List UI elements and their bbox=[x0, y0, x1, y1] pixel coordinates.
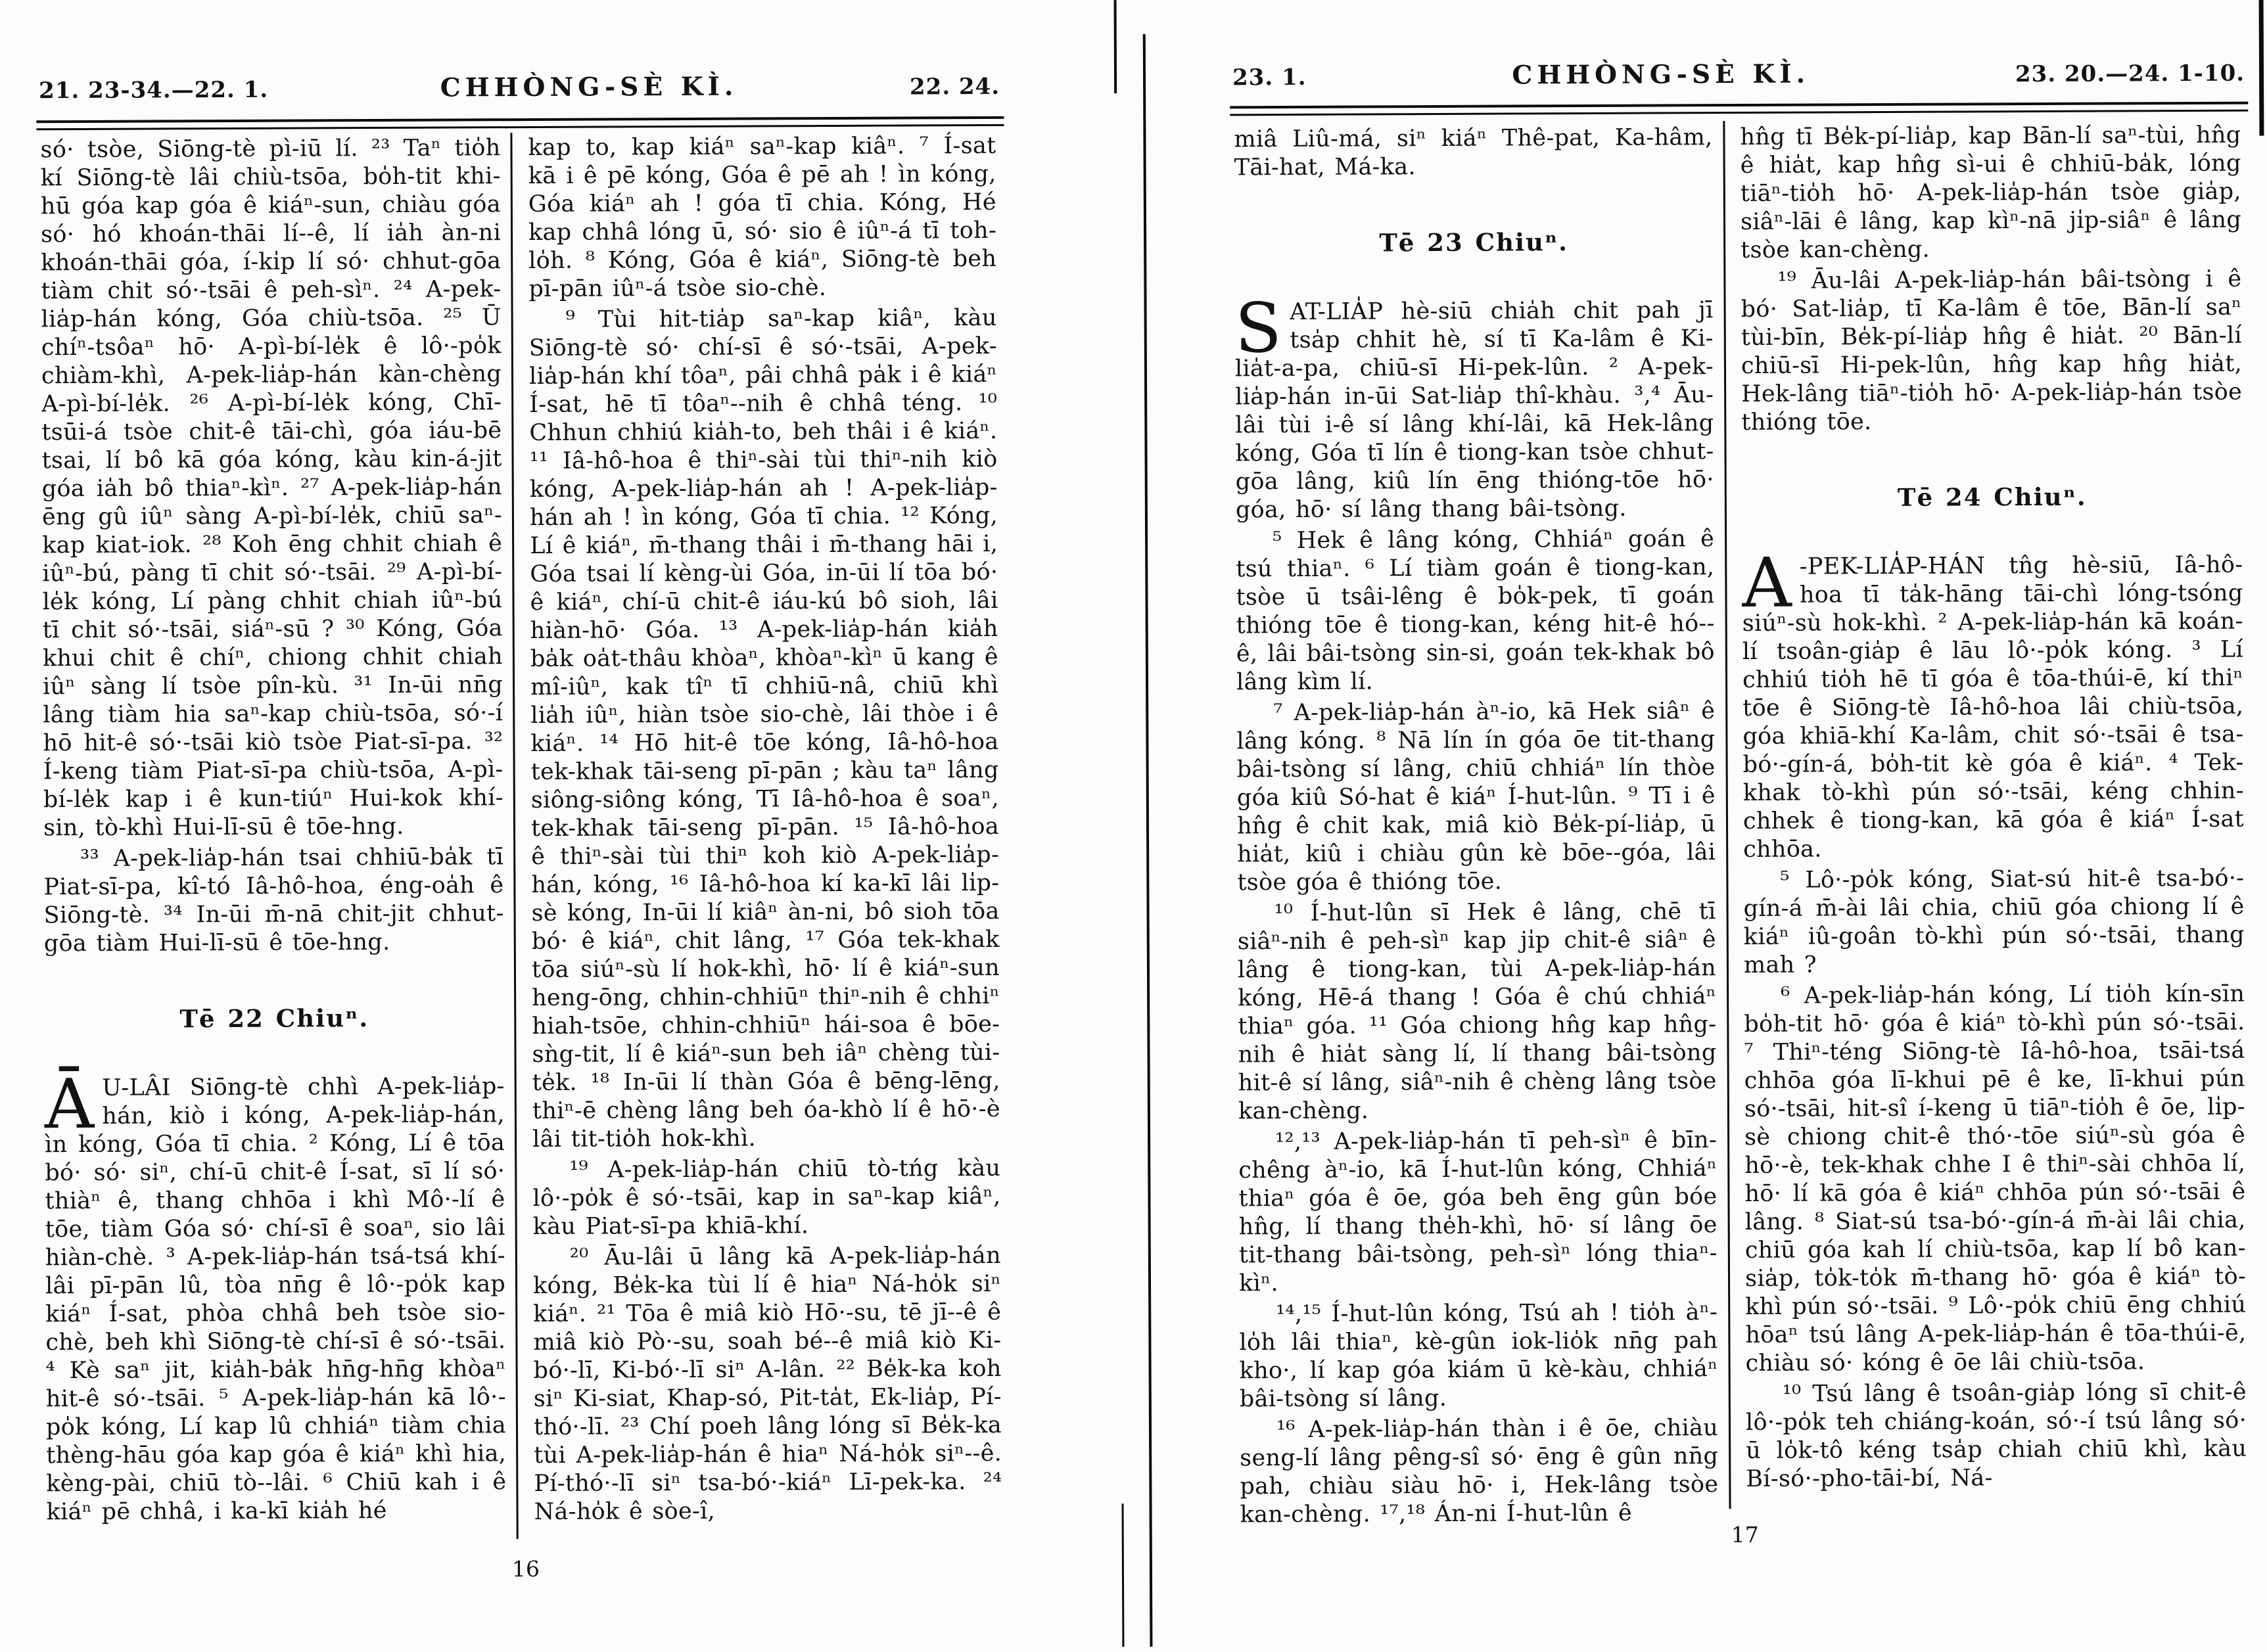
left-page-book-title: CHHÒNG-SÈ KÌ. bbox=[440, 71, 738, 103]
left-page-verse-range-right: 22. 24. bbox=[909, 73, 1000, 101]
verse-paragraph: ¹⁰ Tsú lâng ê tsoân-gia̍p lóng sī chit-ê lô·-po̍k teh chiáng-koán, só·-í tsú lâng só· ū lo̍k-tô kéng tsa̍p chiah chiū khì, kàu Bí-só·-pho-tāi-bí, Ná- bbox=[1745, 1379, 2247, 1492]
verse-paragraph: ⁶ A-pek-lia̍p-hán kóng, Lí tio̍h kín-sīn bo̍h-tit hō· góa ê kiáⁿ tò-khì pún só·-tsāi. ⁷ Thiⁿ-téng Siōng-tè Iâ-hô-hoa, tsāi-tsá chhōa góa lī-khui pē ê ke, lī-khui pún só·-tsāi, hit-sî í-keng ū tiāⁿ-tio̍h ê ōe, li̍p-sè chiong chit-ê thó·-tōe siúⁿ-sù góa ê hō·-è, tek-khak chhe I ê thiⁿ-sài chhōa lí, hō· lí kā góa ê kiáⁿ chhōa pún só·-tsāi ê lâng. ⁸ Siat-sú tsa-bó·-gín-á m̄-ài lâi chia, chiū góa kah lí chiù-tsōa, kap lí bô kan-sia̍p, to̍k-to̍k m̄-thang hō· góa ê kiáⁿ tò-khì pún só·-tsāi. ⁹ Lô·-po̍k chiū ēng chhiú hōaⁿ tsú lâng A-pek-lia̍p-hán ê tōa-thúi-ē, chiàu só· kóng ê ōe lâi chiù-tsōa. bbox=[1744, 980, 2247, 1377]
verse-paragraph: miâ Liû-má, siⁿ kiáⁿ Thê-pat, Ka-hâm, Tāi-hat, Má-ka. bbox=[1234, 124, 1713, 181]
dropcap-paragraph: A -PEK-LIA̍P-HÁN tn̂g hè-siū, Iâ-hô-hoa tī ta̍k-hāng tāi-chì lóng-tsóng siúⁿ-sù hok-khì. ² A-pek-lia̍p-hán kā koán-lí tsoân-gia̍p ê lāu lô·-po̍k kóng. ³ Lí chhiú tio̍h hē tī góa ê tōa-thúi-ē, kí thiⁿ tōe ê Siōng-tè Iâ-hô-hoa lâi chiù-tsōa, góa khiā-khí Ka-lâm, chit só·-tsāi ê tsa-bó·-gín-á, bo̍h-tit kè góa ê kiáⁿ. ⁴ Tek-khak tò-khì pún só·-tsāi, kéng chhin-chhek ê tiong-kan, kā góa ê kiáⁿ Í-sat chhōa. bbox=[1742, 542, 2245, 863]
verse-paragraph: ¹⁰ Í-hut-lûn sī Hek ê lâng, chē tī siâⁿ-nih ê peh-sìⁿ kap ji̍p chit-ê siâⁿ ê lâng ê tiong-kan, tùi A-pek-lia̍p-hán kóng, Hē-á thang ! Góa ê chú chhiáⁿ thiaⁿ góa. ¹¹ Góa chiong hn̂g kap hn̂g-nih ê hia̍t sàng lí, lí thang bâi-tsòng hit-ê sí lâng, siâⁿ-nih ê chèng lâng tsòe kan-chèng. bbox=[1237, 898, 1717, 1125]
dropcap-paragraph: SAT-LIA̍P hè-siū chia̍h chit pah jī tsa̍p chhit hè, sí tī Ka-lâm ê Ki-lia̍t-a-pa, chiū-sī Hi-pek-lûn. ² A-pek-lia̍p-hán in-ūi Sat-lia̍p thî-khàu. ³,⁴ Āu-lâi tùi i-ê sí lâng khí-lâi, kā Hek-lâng kóng, Góa tī lín ê tiong-kan tsòe chhut-gōa lâng, kiû lín ēng thióng-tōe hō· góa, hō· sí lâng thang bâi-tsòng. bbox=[1234, 288, 1714, 524]
chapter-heading: Tē 24 Chiuⁿ. bbox=[1897, 482, 2087, 512]
verse-paragraph: ⁹ Tùi hit-tia̍p saⁿ-kap kiâⁿ, kàu Siōng-tè só· chí-sī ê só·-tsāi, A-pek-lia̍p-hán khí tôaⁿ, pâi chhâ pa̍k i ê kiáⁿ Í-sat, hē tī tôaⁿ--nih ê chhâ téng. ¹⁰ Chhun chhiú kia̍h-to, beh thâi i ê kiáⁿ. ¹¹ Iâ-hô-hoa ê thiⁿ-sài tùi thiⁿ-nih kiò kóng, A-pek-lia̍p-hán ah ! A-pek-lia̍p-hán ah ! ìn kóng, Góa tī chia. ¹² Kóng, Lí ê kiáⁿ, m̄-thang thâi i m̄-thang hāi i, Góa tsai lí kèng-ùi Góa, in-ūi lí tōa bó· ê kiáⁿ, chí-ū chit-ê iáu-kú bô sioh, lâi hiàn-hō· Góa. ¹³ A-pek-lia̍p-hán kia̍h ba̍k oa̍t-thâu khòaⁿ, khòaⁿ-kìⁿ ū kang ê mî-iûⁿ, kak tîⁿ tī chhiū-nâ, chiū khì lia̍h iûⁿ, hiàn tsòe sio-chè, lâi thòe i ê kiáⁿ. ¹⁴ Hō hit-ê tōe kóng, Iâ-hô-hoa tek-khak tāi-seng pī-pān ; kàu taⁿ lâng siông-siông kóng, Tī Iâ-hô-hoa ê soaⁿ, tek-khak tāi-seng pī-pān. ¹⁵ Iâ-hô-hoa ê thiⁿ-sài tùi thiⁿ koh kiò A-pek-lia̍p-hán, kóng, ¹⁶ Iâ-hô-hoa kí ka-kī lâi li̍p-sè kóng, In-ūi lí kiâⁿ àn-ni, bô sioh tōa bó· ê kiáⁿ, chit lâng, ¹⁷ Góa tek-khak tōa siúⁿ-sù lí hok-khì, hō· lí ê kiáⁿ-sun heng-ōng, chhin-chhiūⁿ thiⁿ-nih ê chhiⁿ hiah-tsōe, chhin-chhiūⁿ hái-soa ê bōe-sǹg-tit, lí ê kiáⁿ-sun beh iâⁿ chèng tùi-te̍k. ¹⁸ In-ūi lí thàn Góa ê bēng-lēng, thiⁿ-ē chèng lâng beh óa-khò lí ê hō·-è lâi tit-tio̍h hok-khì. bbox=[528, 304, 1000, 1153]
scan-edge-artifact bbox=[2259, 0, 2264, 136]
right-page-column-2 bbox=[1740, 122, 2247, 1496]
dropcap-paragraph: Ā U-LÂI Siōng-tè chhì A-pek-lia̍p-hán, kiò i kóng, A-pek-lia̍p-hán, ìn kóng, Góa tī chia. ² Kóng, Lí ê tōa bó· só· siⁿ, chí-ū chit-ê Í-sat, sī lí só· thiàⁿ ê, thang chhōa i khì Mô·-lí ê tōe, tiàm Góa só· chí-sī ê soaⁿ, sio lâi hiàn-chè. ³ A-pek-lia̍p-hán tsá-tsá khí-lâi pī-pān lû, tòa nn̄g ê lô·-po̍k kap kiáⁿ Í-sat, phòa chhâ beh tsòe sio-chè, beh khì Siōng-tè chí-sī ê só·-tsāi. ⁴ Kè saⁿ jit, kia̍h-ba̍k hn̄g-hn̄g khòaⁿ hit-ê só·-tsāi. ⁵ A-pek-lia̍p-hán kā lô·-po̍k kóng, Lí kap lû chhiáⁿ tiàm chia thèng-hāu góa kap góa ê kiáⁿ khì hia, kèng-pài, chiū tò--lâi. ⁶ Chiū kah i ê kiáⁿ pē chhâ, i ka-kī kia̍h hé bbox=[44, 1063, 507, 1526]
right-page-verse-range-left: 23. 1. bbox=[1232, 64, 1307, 91]
verse-paragraph: ⁷ A-pek-lia̍p-hán àⁿ-io, kā Hek siâⁿ ê lâng kóng. ⁸ Nā lín ín góa ōe tit-thang bâi-tsòng sí lâng, chiū chhiáⁿ lín thòe góa kiû Só-hat ê kiáⁿ Í-hut-lûn. ⁹ Tī i ê hn̂g ê chit kak, miâ kiò Be̍k-pí-lia̍p, ū hia̍t, kiû i chiàu gûn kè bōe--góa, lâi tsòe góa ê thióng tōe. bbox=[1236, 698, 1716, 896]
spine-line bbox=[1143, 34, 1153, 1647]
verse-paragraph: ¹⁴,¹⁵ Í-hut-lûn kóng, Tsú ah ! tio̍h àⁿ-lo̍h lâi thiaⁿ, kè-gûn iok-lio̍k nn̄g pah kho·, lí kap góa kiám ū kè-kàu, chhiáⁿ bâi-tsòng sí lâng. bbox=[1239, 1299, 1718, 1413]
right-page-column-1 bbox=[1234, 124, 1718, 1532]
verse-paragraph: só· tsòe, Siōng-tè pì-iū lí. ²³ Taⁿ tio̍h kí Siōng-tè lâi chiù-tsōa, bo̍h-tit khi-hū góa kap góa ê kiáⁿ-sun, chiàu góa só· hó khoán-thāi lí--ê, lí ia̍h àn-ni khoán-thāi góa, í-ki̍p lí só· chhut-gōa tiàm chit só·-tsāi ê peh-sìⁿ. ²⁴ A-pek-lia̍p-hán kóng, Góa chiù-tsōa. ²⁵ Ū chíⁿ-tsôaⁿ hō· A-pì-bí-le̍k ê lô·-po̍k chiàm-khì, A-pek-lia̍p-hán kàn-chèng A-pì-bí-le̍k. ²⁶ A-pì-bí-le̍k kóng, Chī-tsūi-á tsòe chit-ê tāi-chì, góa iáu-bē tsai, lí bô kā góa kóng, kàu kin-á-jit góa ia̍h bô thiaⁿ-kìⁿ. ²⁷ A-pek-lia̍p-hán ēng gû iûⁿ sàng A-pì-bí-le̍k, chiū saⁿ-kap kiat-iok. ²⁸ Koh ēng chhit chiah ê iûⁿ-bú, pàng tī chit só·-tsāi. ²⁹ A-pì-bí-le̍k kóng, Lí pàng chhit chiah iûⁿ-bú tī chit só·-tsāi, siáⁿ-sū ? ³⁰ Kóng, Góa khui chit ê chíⁿ, chiong chhit chiah iûⁿ sàng lí tsòe pîn-kù. ³¹ In-ūi nn̄g lâng tiàm hia saⁿ-kap chiù-tsōa, só·-í hō hit-ê só·-tsāi kiò tsòe Piat-sī-pa. ³² Í-keng tiàm Piat-sī-pa chiù-tsōa, A-pì-bí-le̍k kap i ê kun-tiúⁿ Hui-kok khí-sin, tò-khì Hui-lī-sū ê tōe-hng. bbox=[40, 135, 503, 842]
chapter-heading: Tē 22 Chiuⁿ. bbox=[179, 1003, 369, 1034]
left-page-verse-range-left: 21. 23-34.—22. 1. bbox=[39, 76, 269, 104]
left-page-column-1 bbox=[40, 134, 506, 1529]
verse-paragraph: ⁵ Lô·-po̍k kóng, Siat-sú hit-ê tsa-bó·-gín-á m̄-ài lâi chia, chiū góa chiong lí ê kiáⁿ iû-goân tò-khì pún só·-tsāi, thang mah ? bbox=[1743, 865, 2245, 978]
right-page-column-divider bbox=[1723, 121, 1731, 1509]
dropcap-initial: A bbox=[1742, 542, 1792, 623]
left-page-header bbox=[39, 70, 1000, 104]
left-page-column-divider bbox=[510, 133, 518, 1539]
verse-paragraph: hn̂g tī Be̍k-pí-lia̍p, kap Bān-lí saⁿ-tùi, hn̂g ê hia̍t, kap hn̂g sì-ui ê chhiū-ba̍k, lóng tiāⁿ-tio̍h hō· A-pek-lia̍p-hán tsòe gia̍p, siâⁿ-lāi ê lâng, kap kìⁿ-nā ji̍p-siâⁿ ê lâng tsòe kan-chèng. bbox=[1740, 122, 2242, 264]
verse-paragraph: ⁵ Hek ê lâng kóng, Chhiáⁿ goán ê tsú thiaⁿ. ⁶ Lí tiàm goán ê tiong-kan, tsòe ū tsâi-lêng ê bo̍k-pek, tī goán thióng tōe ê tiong-kan, kéng hit-ê hó--ê, lâi bâi-tsòng sin-si, goán tek-khak bô lâng kìm lí. bbox=[1236, 526, 1715, 696]
verse-paragraph: kap to, kap kiáⁿ saⁿ-kap kiâⁿ. ⁷ Í-sat kā i ê pē kóng, Góa ê pē ah ! ìn kóng, Góa kiáⁿ ah ! góa tī chia. Kóng, Hé kap chhâ lóng ū, só· sio ê iûⁿ-á tī toh-lo̍h. ⁸ Kóng, Góa ê kiáⁿ, Siōng-tè beh pī-pān iûⁿ-á tsòe sio-chè. bbox=[528, 132, 997, 303]
verse-paragraph: ¹⁹ A-pek-lia̍p-hán chiū tò-tńg kàu lô·-po̍k ê só·-tsāi, kap in saⁿ-kap kiâⁿ, kàu Piat-sī-pa khiā-khí. bbox=[532, 1155, 1001, 1240]
verse-paragraph: ¹⁶ A-pek-lia̍p-hán thàn i ê ōe, chiàu seng-lí lâng pêng-sî só· ēng ê gûn nn̄g pah, chiàu siàu hō· i, Hek-lâng tsòe kan-chèng. ¹⁷,¹⁸ Án-ni Í-hut-lûn ê bbox=[1240, 1415, 1719, 1528]
left-page-number: 16 bbox=[511, 1555, 540, 1582]
right-header-rule bbox=[1230, 102, 2248, 116]
spine-line bbox=[1122, 1503, 1125, 1647]
verse-paragraph: ¹²,¹³ A-pek-lia̍p-hán tī peh-sìⁿ ê bīn-chêng àⁿ-io, kā Í-hut-lûn kóng, Chhiáⁿ thiaⁿ góa ê ōe, góa beh ēng gûn bóe hn̂g, lí thang the̍h-khì, hō· sí lâng ōe tit-thang bâi-tsòng, peh-sìⁿ lóng thiaⁿ-kìⁿ. bbox=[1238, 1127, 1718, 1297]
dropcap-initial: S bbox=[1234, 288, 1282, 369]
right-page-number: 17 bbox=[1731, 1521, 1759, 1548]
verse-paragraph: ³³ A-pek-lia̍p-hán tsai chhiū-ba̍k tī Piat-sī-pa, kî-tó Iâ-hô-hoa, éng-oa̍h ê Siōng-tè. ³⁴ In-ūi m̄-nā chit-jit chhut-gōa tiàm Hui-lī-sū ê tōe-hng. bbox=[43, 844, 504, 957]
right-page-header bbox=[1232, 57, 2245, 92]
right-page-book-title: CHHÒNG-SÈ KÌ. bbox=[1512, 58, 1810, 91]
dropcap-initial: Ā bbox=[44, 1063, 95, 1145]
left-page-column-2 bbox=[528, 132, 1002, 1529]
left-header-rule bbox=[36, 116, 1004, 130]
chapter-heading: Tē 23 Chiuⁿ. bbox=[1379, 227, 1569, 258]
right-page-verse-range-right: 23. 20.—24. 1-10. bbox=[2015, 60, 2245, 88]
verse-paragraph: ¹⁹ Āu-lâi A-pek-lia̍p-hán bâi-tsòng i ê bó· Sat-lia̍p, tī Ka-lâm ê tōe, Bān-lí saⁿ tùi-bīn, Be̍k-pí-lia̍p hn̂g ê hia̍t. ²⁰ Bān-lí chiū-sī Hi-pek-lûn, hn̂g kap hn̂g hia̍t, Hek-lâng tiāⁿ-tio̍h hō· A-pek-lia̍p-hán tsòe thióng tōe. bbox=[1741, 265, 2243, 436]
verse-paragraph: ²⁰ Āu-lâi ū lâng kā A-pek-lia̍p-hán kóng, Be̍k-ka tùi lí ê hiaⁿ Ná-ho̍k siⁿ kiáⁿ. ²¹ Tōa ê miâ kiò Hō·-su, tē jī--ê ê miâ kiò Pò·-su, soah bé--ê miâ kiò Ki-bó·-lī, Ki-bó·-lī siⁿ A-lân. ²² Be̍k-ka koh siⁿ Ki-siat, Khap-só, Pit-ta̍t, Ek-lia̍p, Pí-thó·-lī. ²³ Chí poeh lâng lóng sī Be̍k-ka tùi A-pek-lia̍p-hán ê hiaⁿ Ná-ho̍k siⁿ--ê. Pí-thó·-lī siⁿ tsa-bó·-kiáⁿ Lī-pek-ka. ²⁴ Ná-ho̍k ê sòe-î, bbox=[532, 1242, 1002, 1525]
spine-line bbox=[1114, 0, 1117, 93]
